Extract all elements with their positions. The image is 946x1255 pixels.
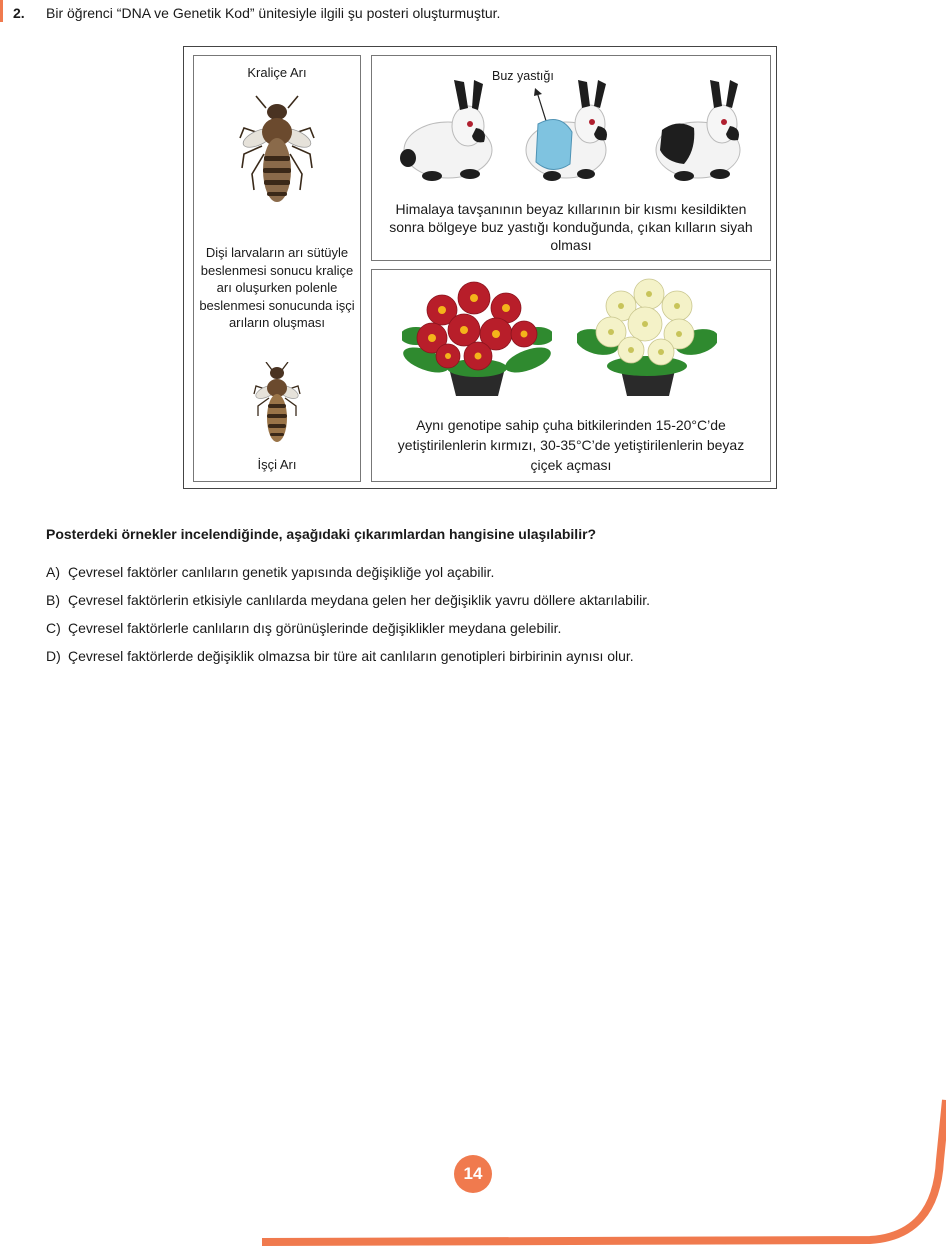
- option-letter: A): [46, 564, 60, 580]
- option-letter: D): [46, 648, 61, 664]
- ice-pack-label: Buz yastığı: [492, 69, 554, 83]
- question-number: 2.: [13, 5, 25, 21]
- worker-bee-label: İşçi Arı: [257, 457, 297, 472]
- bee-description: Dişi larvaların arı sütüyle beslenmesi sonucu kraliçe arı oluşurken polenle beslenmesi sonucunda işçi arıların oluşması: [199, 245, 355, 330]
- page-number-badge: 14: [454, 1155, 492, 1193]
- option-text: Çevresel faktörlerde değişiklik olmazsa bir türe ait canlıların genotipleri birbirinin aynısı olur.: [68, 648, 634, 664]
- question-prompt: Posterdeki örnekler incelendiğinde, aşağıdaki çıkarımlardan hangisine ulaşılabilir?: [46, 526, 597, 542]
- rabbit-caption: Himalaya tavşanının beyaz kıllarının bir kısmı kesildikten sonra bölgeye buz yastığı konduğunda, çıkan kılların siyah olması: [389, 201, 753, 253]
- option-letter: B): [46, 592, 60, 608]
- queen-bee-label: Kraliçe Arı: [247, 65, 307, 80]
- question-intro: Bir öğrenci “DNA ve Genetik Kod” ünitesiyle ilgili şu posteri oluşturmuştur.: [46, 5, 501, 21]
- option-text: Çevresel faktörlerle canlıların dış görünüşlerinde değişiklikler meydana gelebilir.: [68, 620, 562, 636]
- option-letter: C): [46, 620, 61, 636]
- option-text: Çevresel faktörlerin etkisiyle canlılarda meydana gelen her değişiklik yavru döllere aktarılabilir.: [68, 592, 651, 608]
- flower-caption: Aynı genotipe sahip çuha bitkilerinden 15-20°C’de yetiştirilenlerin kırmızı, 30-35°C’de yetiştirilenlerin beyaz çiçek açması: [397, 417, 745, 473]
- option-text: Çevresel faktörler canlıların genetik yapısında değişikliğe yol açabilir.: [68, 564, 495, 580]
